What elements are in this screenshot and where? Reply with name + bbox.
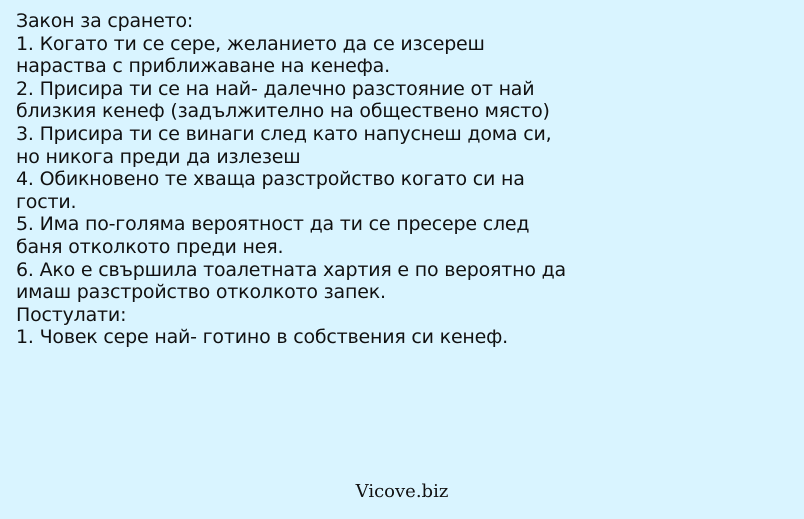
- law-item-5: 5. Има по-голяма вероятност да ти се пресере след баня отколкото преди нея.: [16, 213, 536, 258]
- law-item-6: 6. Ако е свършила тоалетната хартия е по вероятно да имаш разстройство отколкото запек.: [16, 258, 572, 304]
- joke-text-block: [16, 10, 576, 349]
- postulate-item-1: 1. Човек сере най- готино в собствения си кенеф.: [16, 326, 509, 349]
- law-item-3: 3. Присира ти се винаги след като напуснеш дома си, но никога преди да излезеш: [16, 122, 558, 168]
- postulates-heading: Постулати:: [16, 303, 127, 326]
- site-watermark: Vicove.biz: [355, 481, 449, 502]
- law-item-4: 4. Обикновено те хваща разстройство когато си на гости.: [16, 168, 531, 213]
- law-item-2: 2. Присира ти се на най- далечно разстояние от най близкия кенеф (задължително на обществено място): [16, 77, 550, 123]
- law-item-1: 1. Когато ти се сере, желанието да се изсереш нараства с приближаване на кенефа.: [16, 32, 491, 78]
- law-heading: Закон за сранeтo:: [16, 10, 194, 32]
